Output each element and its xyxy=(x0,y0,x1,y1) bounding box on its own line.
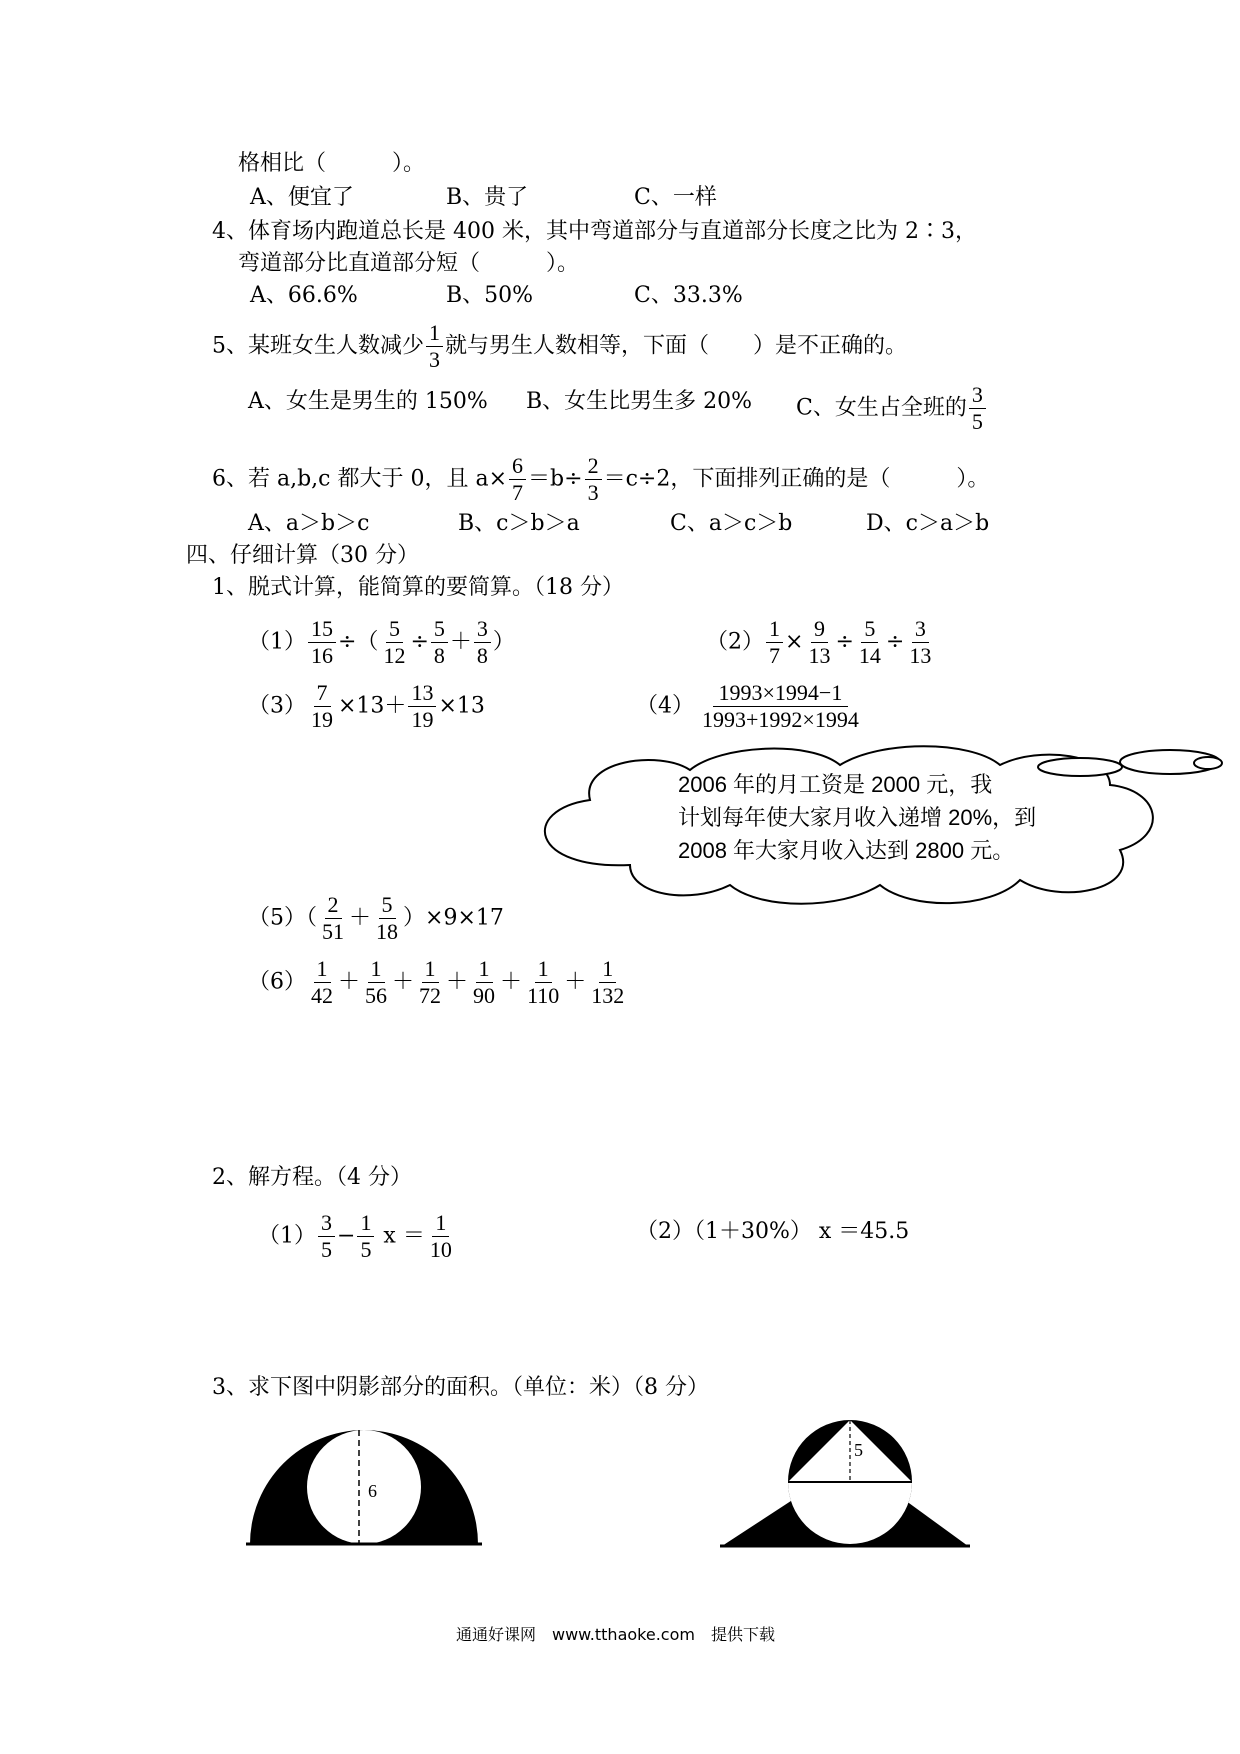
fraction: $\frac{1}{42}$ xyxy=(311,956,333,1008)
section4-title: 四、仔细计算（30 分） xyxy=(186,543,419,568)
calc-problem-2: （2） $\frac{1}{7}$ × $\frac{9}{13}$ ÷ $\frac{5}{14}$ ÷ $\frac{3}{13}$ xyxy=(706,618,936,667)
fraction: $\frac{5}{8}$ xyxy=(431,618,448,667)
q4-option-b: B、50% xyxy=(446,283,534,308)
fraction: $\frac{2}{3}$ xyxy=(585,455,602,504)
figure-1-label: 6 xyxy=(368,1481,377,1501)
section4-sub3: 3、求下图中阴影部分的面积。（单位：米）（8 分） xyxy=(212,1375,709,1400)
q3-option-c: C、一样 xyxy=(634,185,717,210)
calc-problem-4: （4） $\frac{1993\times 1994-1}{1993+1992\times 1994}$ xyxy=(636,682,867,731)
fraction: $\frac{5}{12}$ xyxy=(383,616,406,668)
q6-option-c: C、a＞c＞b xyxy=(670,511,793,536)
fraction: $\frac{5}{18}$ xyxy=(376,892,399,944)
fraction: $\frac{1}{10}$ xyxy=(429,1210,452,1262)
figure-1-semicircle xyxy=(240,1420,490,1550)
calc-problem-1: （1） $\frac{15}{16}$ ÷（ $\frac{5}{12}$ ÷ $\frac{5}{8}$ ＋ $\frac{3}{8}$ ） xyxy=(248,616,515,668)
fraction: $\frac{13}{19}$ xyxy=(408,682,436,731)
cloud-line-1: 2006 年的月工资是 2000 元，我 xyxy=(678,772,993,797)
calc-problem-6: （6） $\frac{1}{42}$ ＋ $\frac{1}{56}$ ＋ $\frac{1}{72}$ ＋ $\frac{1}{90}$ ＋ $\frac{1}{110}$ ＋ $\frac{1}{132}$ xyxy=(248,958,629,1007)
fraction: $\frac{1}{110}$ xyxy=(527,956,560,1008)
q6-option-b: B、c＞b＞a xyxy=(458,511,580,536)
fraction: $\frac{1}{3}$ xyxy=(426,322,443,371)
page-footer: 通通好课网 www.tthaoke.com 提供下载 xyxy=(456,1625,775,1644)
calc-problem-5: （5）（ $\frac{2}{51}$ ＋ $\frac{5}{18}$ ）×9×17 xyxy=(248,892,504,944)
q5-option-c: C、女生占全班的 $\frac{3}{5}$ xyxy=(796,384,988,433)
calc-problem-3: （3） $\frac{7}{19}$ ×13＋ $\frac{13}{19}$ ×13 xyxy=(248,680,485,732)
q4-line1: 4、体育场内跑道总长是 400 米，其中弯道部分与直道部分长度之比为 2∶3， xyxy=(212,219,977,244)
q3-continuation: 格相比（ ）。 xyxy=(238,151,426,176)
fraction: $\frac{3}{5}$ xyxy=(969,384,986,433)
fraction: $\frac{1}{7}$ xyxy=(766,618,783,667)
fraction: $\frac{1}{56}$ xyxy=(365,956,388,1008)
fraction: $\frac{3}{13}$ xyxy=(909,616,932,668)
section4-sub2: 2、解方程。（4 分） xyxy=(212,1165,412,1190)
fraction: $\frac{9}{13}$ xyxy=(808,616,831,668)
q6-option-d: D、c＞a＞b xyxy=(866,511,990,536)
q5-stem xyxy=(212,322,907,371)
equation-1: （1） $\frac{3}{5}$ − $\frac{1}{5}$ x ＝ $\frac{1}{10}$ xyxy=(258,1212,457,1261)
q5-option-a: A、女生是男生的 150% xyxy=(248,389,488,414)
section4-sub1: 1、脱式计算，能简算的要简算。（18 分） xyxy=(212,575,624,600)
fraction: $\frac{1}{72}$ xyxy=(419,956,442,1008)
q6-stem: 6、若 a,b,c 都大于 0，且 a× $\frac{6}{7}$ ＝b÷ $\frac{2}{3}$ ＝c÷2，下面排列正确的是（ ）。 xyxy=(212,453,990,505)
q5-option-b: B、女生比男生多 20% xyxy=(526,389,753,414)
q4-option-a: A、66.6% xyxy=(250,283,358,308)
fraction: $\frac{2}{51}$ xyxy=(322,892,344,944)
fraction: $\frac{7}{19}$ xyxy=(311,680,333,732)
cloud-line-3: 2008 年大家月收入达到 2800 元。 xyxy=(678,838,1015,863)
fraction: $\frac{3}{5}$ xyxy=(318,1212,335,1261)
fraction: $\frac{3}{8}$ xyxy=(474,618,491,667)
cloud-line-2: 计划每年使大家月收入递增 20%，到 xyxy=(678,805,1037,830)
q5-post: 就与男生人数相等，下面（ ）是不正确的。 xyxy=(445,333,908,359)
figure-2-circle-triangles xyxy=(716,1412,976,1550)
q3-option-a: A、便宜了 xyxy=(250,185,354,210)
figure-2-label: 5 xyxy=(854,1440,863,1460)
q3-option-b: B、贵了 xyxy=(446,185,529,210)
q4-option-c: C、33.3% xyxy=(634,283,743,308)
q6-option-a: A、a＞b＞c xyxy=(248,511,370,536)
fraction: $\frac{6}{7}$ xyxy=(509,455,526,504)
fraction: $\frac{1}{90}$ xyxy=(473,956,496,1008)
fraction: $\frac{1}{132}$ xyxy=(591,956,625,1008)
equation-2: （2）（1＋30%） x ＝45.5 xyxy=(636,1219,910,1244)
fraction: $\frac{1993\times 1994-1}{1993+1992\times 1994}$ xyxy=(702,680,859,732)
fraction: $\frac{1}{5}$ xyxy=(357,1212,374,1261)
fraction: $\frac{15}{16}$ xyxy=(308,618,336,667)
q5-pre: 5、某班女生人数减少 xyxy=(212,333,424,359)
q4-line2: 弯道部分比直道部分短（ ）。 xyxy=(238,251,580,276)
fraction: $\frac{5}{14}$ xyxy=(858,616,881,668)
